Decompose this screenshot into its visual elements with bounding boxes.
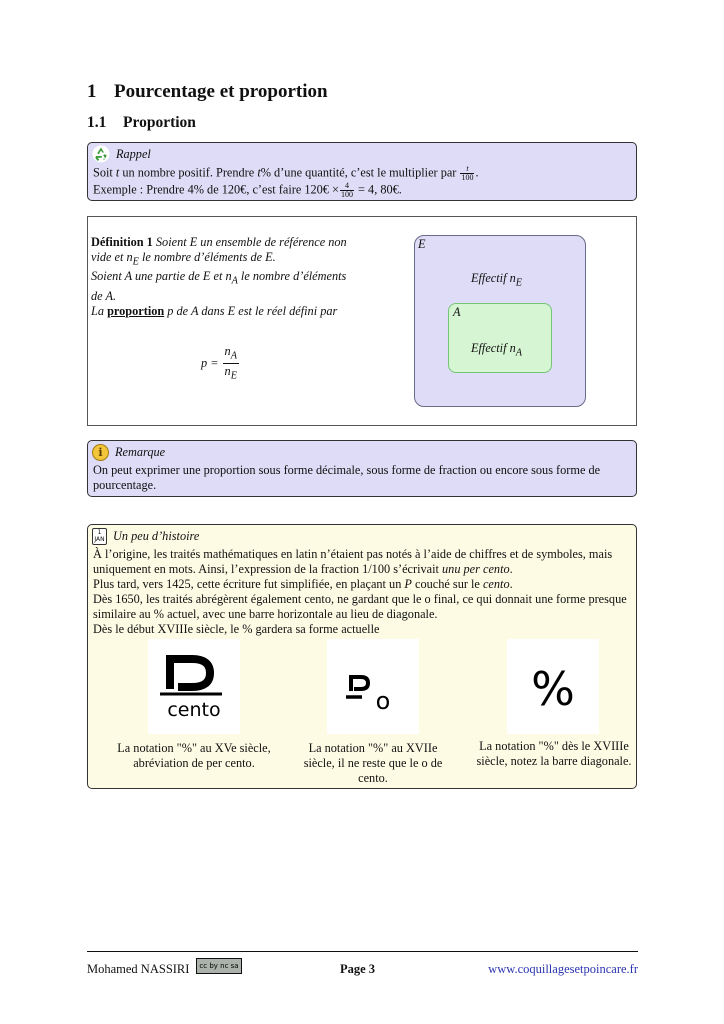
creative-commons-icon: cc by nc sa [196, 958, 242, 974]
history-paragraph-1 [93, 547, 631, 577]
text-run: n [224, 364, 231, 379]
history-box [87, 524, 637, 789]
text-run: p de A dans E est le réel défini par [164, 303, 338, 318]
section-title: Pourcentage et proportion [114, 81, 328, 102]
notation-18th-century-glyph [507, 639, 599, 734]
subscript: A [231, 275, 238, 287]
fraction-4-over-100 [340, 182, 354, 199]
text-run: = 4, 80€. [354, 182, 402, 197]
fraction-numerator: t [460, 165, 474, 174]
history-title: Un peu d’histoire [113, 528, 200, 543]
o-letter: o [375, 687, 391, 715]
notation-15th-century-image [148, 639, 240, 734]
info-icon: i [92, 444, 109, 461]
formula-numerator [223, 344, 239, 364]
latin-expression: unu per cento [442, 562, 510, 576]
calendar-month: JAN [94, 535, 105, 543]
notation-15th-century-glyph [148, 639, 240, 734]
text-run: un nombre positif. Prendre [119, 165, 258, 180]
text-run: le nombre d’éléments de E. [138, 250, 276, 264]
word-cento: cento [482, 577, 510, 591]
text-run: Exemple : Prendre 4% de 120€, c’est faire 120€ × [93, 182, 339, 197]
text-run: . [475, 165, 479, 180]
section-heading [87, 81, 328, 103]
variable-t: t [257, 165, 261, 180]
subscript: E [230, 370, 237, 382]
notation-17th-century-glyph [327, 639, 419, 734]
footer-author: Mohamed NASSIRI [87, 962, 190, 976]
fraction-t-over-100 [460, 165, 474, 182]
rappel-line-1 [93, 165, 631, 182]
history-paragraph-3: Dès 1650, les traités abrégèrent également cento, ne gardant que le o final, ce qui donnait une forme presque similaire au % actuel, avec une barre horizontale au lieu de diagonale. [93, 592, 627, 621]
history-paragraph-4: Dès le début XVIIIe siècle, le % gardera sa forme actuelle [93, 622, 380, 636]
calendar-day: 1 [97, 528, 102, 536]
history-header [88, 525, 636, 547]
text-run: Soient E un ensemble de référence non vide et n [91, 235, 347, 264]
rappel-box [87, 142, 637, 201]
percent-sign: % [531, 662, 575, 716]
subscript: A [230, 350, 237, 362]
set-a-count [471, 341, 522, 358]
remarque-header [88, 441, 636, 463]
text-run: . [509, 562, 513, 576]
text-run: Soit [93, 165, 116, 180]
keyword-proportion: proportion [107, 303, 165, 318]
text-run: Effectif n [471, 271, 516, 285]
subsection-heading [87, 114, 196, 132]
fraction-denominator: 100 [340, 190, 353, 199]
set-a-diagram [448, 303, 552, 373]
history-body [88, 547, 636, 637]
text-run: % d’une quantité, c’est le multiplier par [260, 165, 460, 180]
definition-text [91, 235, 359, 319]
formula-fraction [223, 344, 239, 384]
text-run: La [91, 303, 108, 318]
rappel-header [88, 143, 636, 165]
set-e-count [471, 271, 522, 288]
remarque-box [87, 440, 637, 497]
definition-label: Définition 1 [91, 235, 153, 249]
rappel-body [88, 165, 636, 199]
caption-18th-century: La notation "%" dès le XVIIIe siècle, notez la barre diagonale. [476, 739, 632, 768]
subscript: E [515, 277, 522, 289]
subscript: E [132, 256, 139, 268]
notation-17th-century-image [327, 639, 419, 734]
footer-rule [87, 951, 638, 952]
text-run: Soient A une partie de E et n [91, 269, 232, 284]
letter-p: P [404, 577, 412, 591]
subsection-title: Proportion [123, 114, 196, 131]
text-run: Effectif n [471, 341, 516, 355]
subscript: A [515, 347, 522, 359]
set-e-label: E [418, 237, 426, 251]
text-run: couché sur le [411, 577, 483, 591]
rappel-title: Rappel [116, 146, 151, 161]
history-paragraph-2 [93, 577, 631, 592]
variable-t: t [115, 165, 120, 180]
section-number: 1 [87, 81, 97, 102]
proportion-formula [201, 344, 239, 384]
caption-15th-century: La notation "%" au XVe siècle, abréviation de per cento. [117, 741, 271, 770]
remarque-title: Remarque [115, 444, 166, 459]
remarque-text: On peut exprimer une proportion sous forme décimale, sous forme de fraction ou encore sous forme de pourcentage. [93, 463, 601, 492]
text-run: . [509, 577, 513, 591]
recycle-icon [92, 145, 110, 163]
text-run: À l’origine, les traités mathématiques en latin n’étaient pas notés à l’aide de chiffres et de symboles, mais uniquement en mots. Ainsi, l’expression de la fraction 1/100 s’écrivait [93, 547, 613, 576]
formula-denominator [223, 364, 239, 383]
text-run: le nombre d’éléments de A. [91, 269, 347, 303]
set-a-label: A [453, 305, 461, 319]
fraction-denominator: 100 [461, 173, 474, 182]
calendar-icon [92, 528, 107, 545]
fraction-numerator: 4 [340, 182, 354, 191]
notation-18th-century-image [507, 639, 599, 734]
rappel-line-2 [93, 182, 631, 199]
subsection-number: 1.1 [87, 114, 107, 131]
cento-word: cento [167, 699, 221, 721]
text-run: n [224, 344, 231, 358]
caption-17th-century: La notation "%" au XVIIe siècle, il ne reste que le o de cento. [303, 741, 443, 785]
definition-box [87, 216, 637, 426]
footer-page-number: Page 3 [340, 962, 376, 976]
text-run: Plus tard, vers 1425, cette écriture fut simplifiée, en plaçant un [93, 577, 405, 591]
formula-lhs: p = [201, 356, 219, 371]
footer-website-link[interactable]: www.coquillagesetpoincare.fr [488, 962, 638, 976]
